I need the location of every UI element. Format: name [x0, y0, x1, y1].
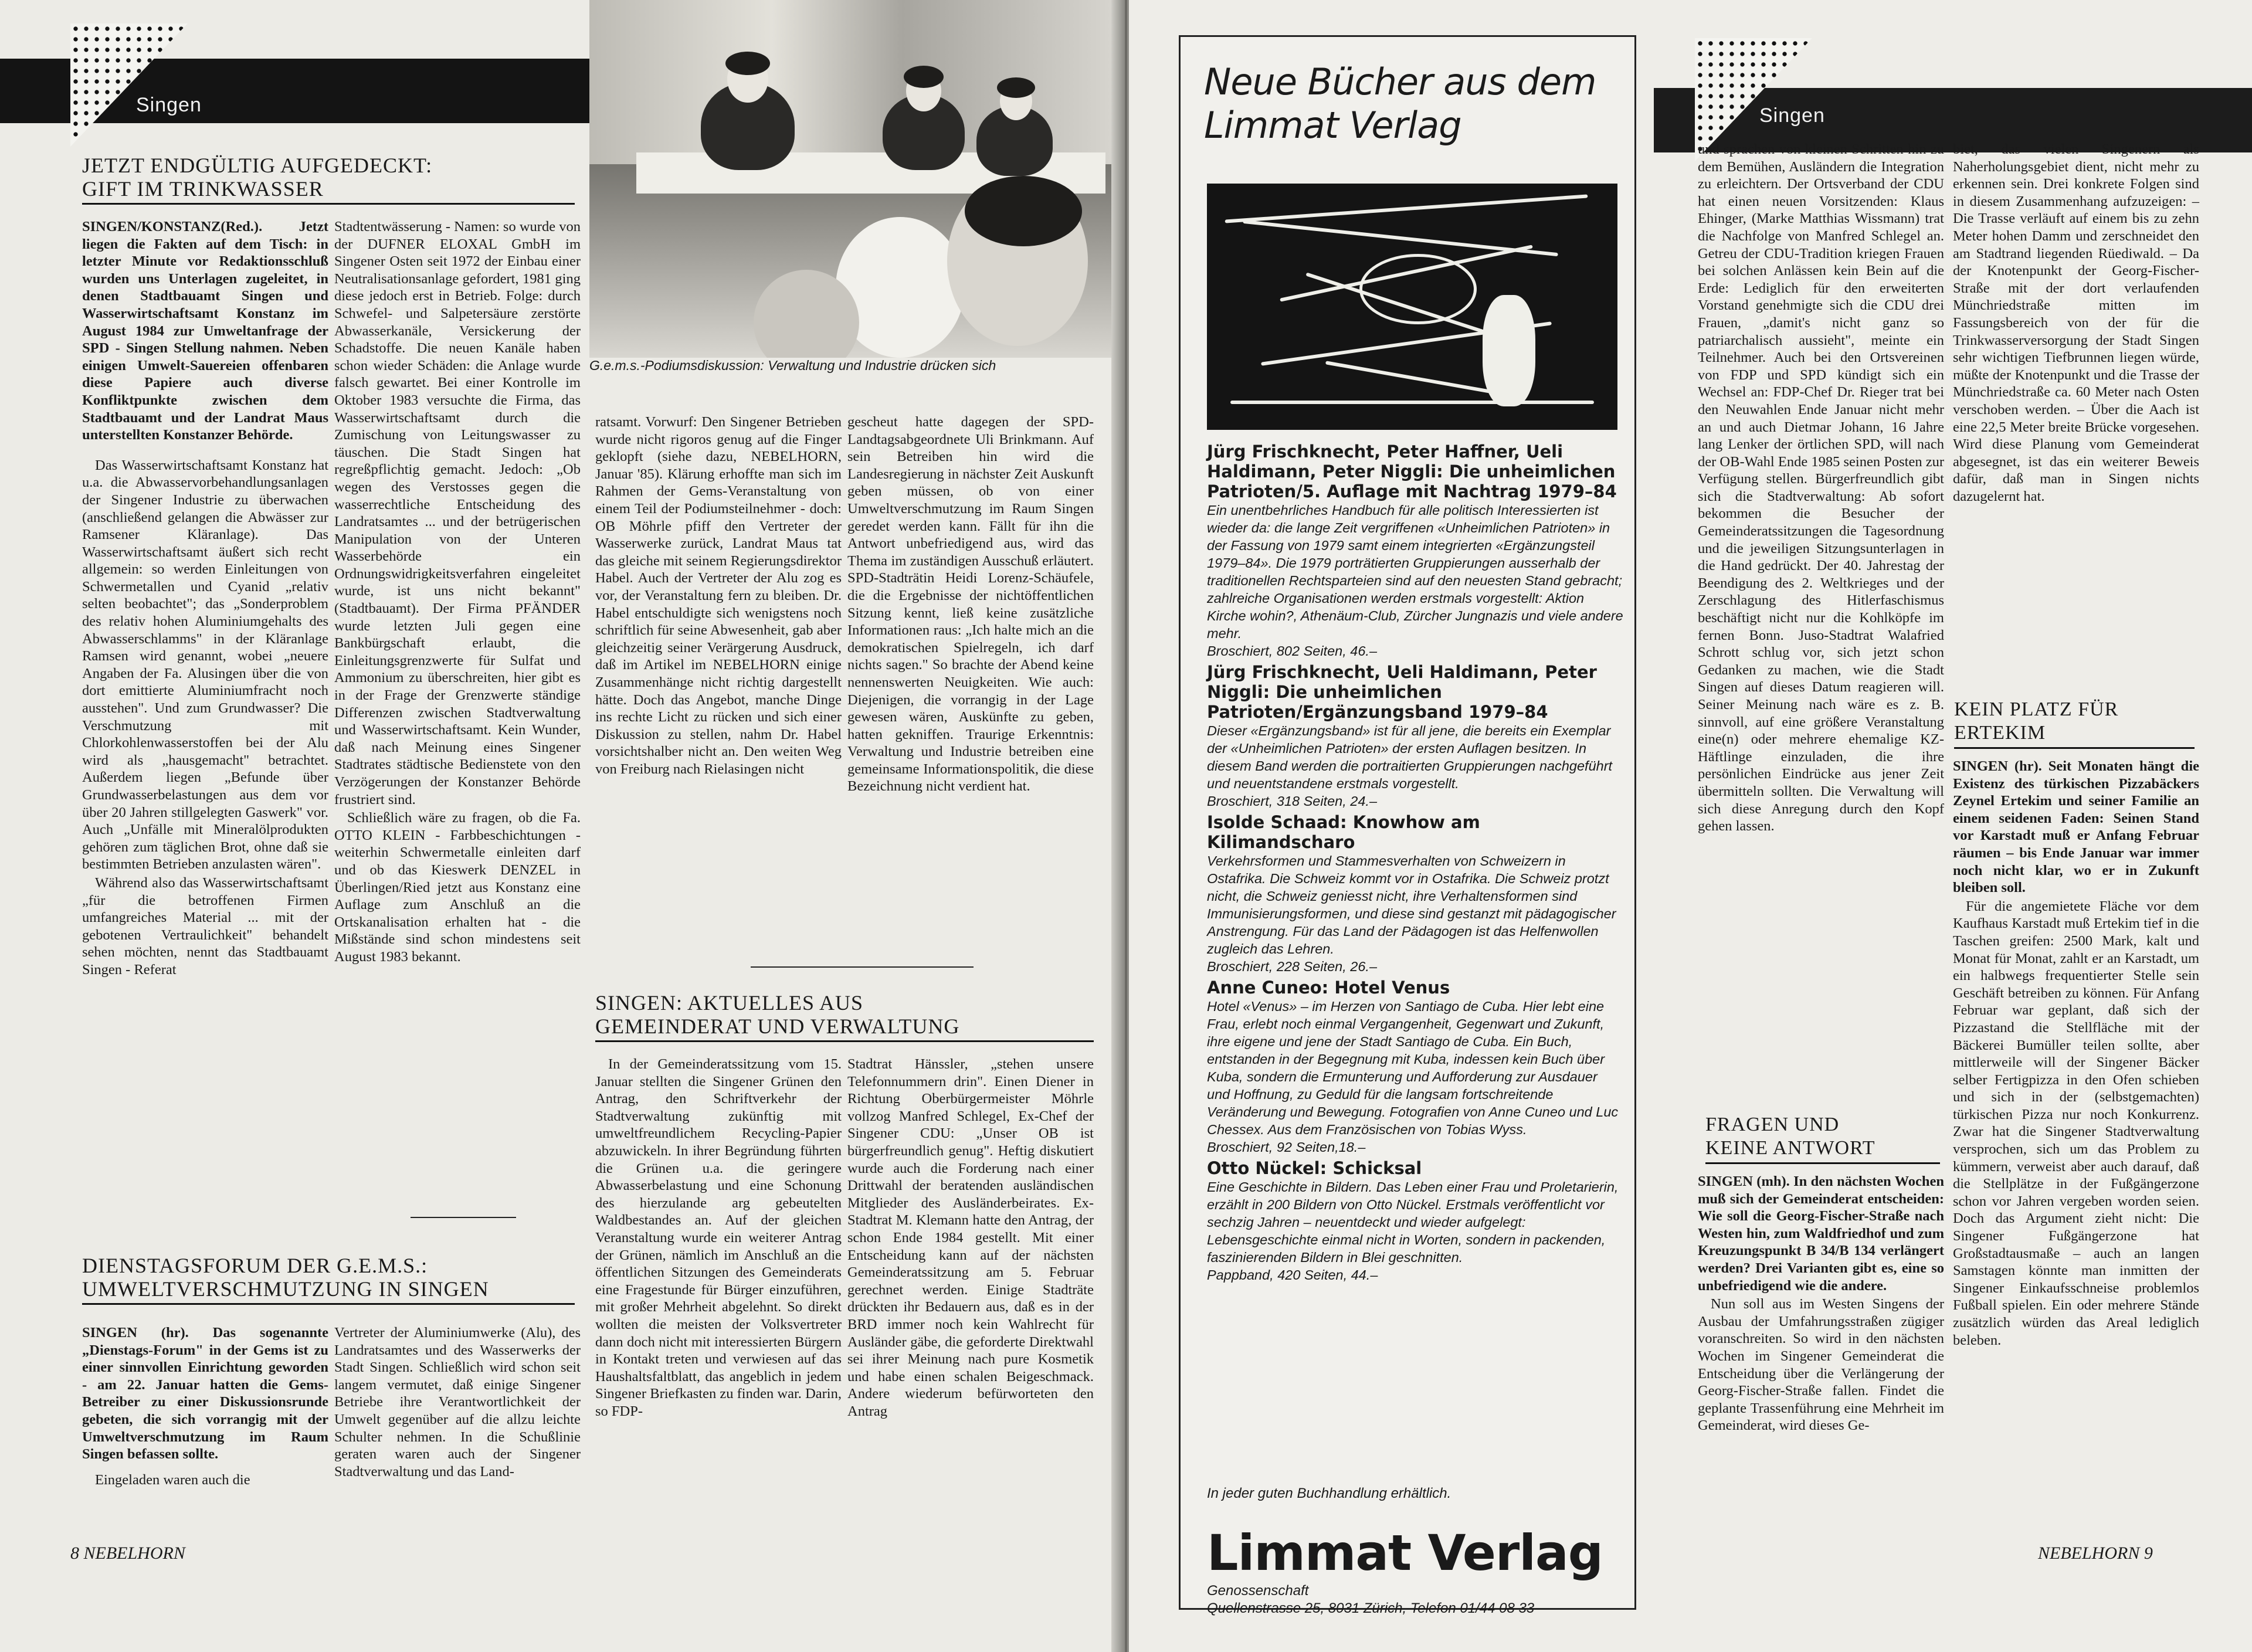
article-paragraph: Stadtentwässerung - Namen: so wurde von der DUFNER ELOXAL GmbH im Singener Osten seit 1972 der Einbau einer Neutralisationsanlage gefordert, 1981 ging diese jedoch erst in Betrieb. Folge: durch Schwefel- und Salpetersäure zerstörte Abwasserkanäle, Versickerung der Schadstoffe. Die neuen Kanäle haben schon wieder Schäden: die Anlage wurde falsch gewartet. Bei einer Kontrolle im Oktober 1983 versuchte die Firma, das Wasserwirtschaftsamt durch die Zumischung von Leitungswasser zu täuschen. Die Stadt Singen hat regreßpflichtig gemacht. Jedoch: „Ob wegen des Verstosses gegen die wasserrechtliche Entscheidung des Landratsamtes ... und der betrügerischen Manipulation von der Unteren Wasserbehörde ein Ordnungswidrigkeitsverfahren eingeleitet wurde, ist uns nicht bekannt" (Stadtbauamt). Der Firma PFÄNDER wurde letzten Juli gegen eine Bankbürgschaft erlaubt, die Einleitungsgrenzwerte für Sulfat und Ammonium zu überschreiten, hier gibt es in der Frage der Grenzwerte ständige Differenzen zwischen Stadtverwaltung und Wasserwirtschaftsamt. Kein Wunder, daß nach Meinung eines Singener Stadtrates städtische Bedienstete von den Verzögerungen der Konstanzer Behörde frustriert sind.	[334, 219, 581, 808]
publisher-address	[1207, 1582, 1534, 1617]
article-paragraph: Nun soll aus im Westen Singens der Ausbau der Umfahrungsstraßen zügiger voranschreiten. So wird in den nächsten Wochen im Singener Gemeinderat die Entscheidung über die Verlängerung der Georg-Fischer-Straße fallen. Findet die geplante Trassenführung eine Mehrheit im Gemeinderat, wird dieses Ge-	[1698, 1296, 1944, 1434]
book-entry	[1207, 1158, 1623, 1284]
article-column	[1698, 1173, 1944, 1436]
page-folio: NEBELHORN 9	[2038, 1544, 2153, 1563]
headline-line: GIFT IM TRINKWASSER	[82, 177, 324, 201]
book-description: Dieser «Ergänzungsband» ist für all jene, die bereits ein Exemplar der «Unheimlichen Patrioten» der ersten Auflagen besitzen. In diesem Band werden die portraitierten Gruppierungen nachgeführt und neuentstandene erstmals vorgestellt.	[1207, 723, 1613, 791]
article-lead: SINGEN (hr). Das sogenannte „Dienstags-Forum" in der Gems ist zu einer sinnvollen Einrichtung geworden - am 22. Januar hatten die Gems-Betreiber zu einer Diskussionsrunde gebeten, die sich vorrangig mit der Umweltverschmutzung im Raum Singen befassen sollte.	[82, 1325, 328, 1463]
book-price: Pappband, 420 Seiten, 44.–	[1207, 1267, 1378, 1283]
photo-caption: G.e.m.s.-Podiumsdiskussion: Verwaltung und Industrie drücken sich	[589, 358, 996, 373]
book-price: Broschiert, 318 Seiten, 24.–	[1207, 793, 1378, 809]
article-column	[334, 218, 581, 967]
divider	[751, 966, 974, 968]
headline-line: SINGEN: AKTUELLES AUS	[595, 991, 864, 1015]
article-paragraph: Vertreter der Aluminiumwerke (Alu), des Landratsamtes und des Wasserwerks der Stadt Singen. Schließlich wird schon seit langem vermutet, daß einige Singener Betriebe ihre Verantwortlichkeit der Umwelt gegenüber auf die allzu leichte Schulter nehmen. In die Schußlinie geraten waren auch der Singener Stadtverwaltung und das Land-	[334, 1325, 581, 1480]
article-lead: SINGEN/KONSTANZ(Red.). Jetzt liegen die Fakten auf dem Tisch: in letzter Minute vor Redaktionsschluß wurden uns Unterlagen zugeleitet, in denen Stadtbauamt Singen und Wasserwirtschaftsamt Konstanz im August 1984 zur Umweltanfrage der SPD - Singen Stellung nahmen. Neben einigen Umwelt-Sauereien offenbaren diese Papiere auch diverse Konfliktpunkte zwischen dem Stadtbauamt und der Landrat Maus unterstellten Konstanzer Behörde.	[82, 219, 328, 443]
article-paragraph: gescheut hatte dagegen der SPD-Landtagsabgeordnete Uli Brinkmann. Auf sein Betreiben hin wird die Landesregierung in nächster Zeit Auskunft geben müssen, ob von einer Umweltverschmutzung im Raum Singen geredet werden kann. Fällt für ihn die Antwort unbefriedigend aus, wird das Thema im zuständigen Ausschuß erläutert. SPD-Stadträtin Heidi Lorenz-Schäufele, die die Ergebnisse der nichtöffentlichen Sitzung kennt, ließ keine zusätzliche Informationen raus: „Ich halte mich an die demokratischen Spielregeln, ich darf nichts sagen." So brachte der Abend keine nennenswerten Neuigkeiten. Wie auch: Diejenigen, die vorrangig in der Lage gewesen wären, Auskünfte zu geben, hatten gekniffen. Traurige Erkenntnis: Verwaltung und Industrie betreiben eine gemeinsame Informationspolitik, die diese Bezeichnung nicht verdient hat.	[847, 414, 1094, 795]
book-description: Hotel «Venus» – im Herzen von Santiago de Cuba. Hier lebt eine Frau, erlebt noch einmal Vergangenheit, Gegenwart und Zukunft, ihre eigene und jene der Stadt Santiago de Cuba. Ein Buch, entstanden in der Begegnung mit Kuba, indessen kein Buch über Kuba, sondern die Ermunterung und Aufforderung zur Ausdauer und Hoffnung, zu Geduld für die langsam fortschreitende Veränderung und Bewegung. Fotografien von Anne Cuneo und Luc Chessex. Aus dem Französischen von Tobias Wyss.	[1207, 999, 1619, 1137]
book-price: Broschiert, 228 Seiten, 26.–	[1207, 959, 1378, 974]
article-headline	[1954, 698, 2195, 749]
podium-photo	[589, 0, 1111, 358]
ad-title-line: Neue Bücher aus dem	[1204, 60, 1596, 103]
book-title: Anne Cuneo: Hotel Venus	[1207, 978, 1450, 998]
article-paragraph: In der Gemeinderatssitzung vom 15. Januar stellten die Singener Grünen den Antrag, den Schriftverkehr der Stadtverwaltung zukünftig mit umweltfreundlichem Recycling-Papier abzuwickeln. In ihrer Begründung führten die Grünen u.a. die geringere Abwasserbelastung und eine Schonung des hierzulande arg gebeutelten Waldbestandes an. Auf der gleichen Veranstaltung wurde ein weiterer Antrag der Grünen, nämlich im Anschluß an die öffentlichen Sitzungen des Gemeinderats eine Fragestunde für Bürger einzuführen, mit großer Mehrheit abgelehnt. So direkt wollten die meisten der Volksvertreter dann doch nicht mit interessierten Bürgern in Kontakt treten und verwiesen auf das Haushaltsfaltblatt, das angeblich in jedem Singener Briefkasten zu finden war. Darin, so FDP-	[595, 1056, 842, 1419]
headline-line: KEIN PLATZ FÜR	[1954, 698, 2119, 720]
book-entry	[1207, 978, 1623, 1156]
book-entry	[1207, 812, 1623, 975]
headline-line: ERTEKIM	[1954, 722, 2046, 744]
article-paragraph: Schließlich wäre zu fragen, ob die Fa. OTTO KLEIN - Farbbeschichtungen - weiterhin Schwermetalle einleiten darf und ob das Kieswerk DENZEL in Überlingen/Ried jetzt aus Konstanz eine Auflage zum Anschluß an die Ortskanalisation erhalten hat - die Mißstände sind schon mindestens seit August 1983 bekannt.	[334, 810, 581, 965]
article-column	[1698, 141, 1944, 836]
section-label: Singen	[136, 94, 202, 116]
article-paragraph: ratsamt. Vorwurf: Den Singener Betrieben wurde nicht rigoros genug auf die Finger geklopft (siehe dazu, NEBELHORN, Januar '85). Klärung erhoffte man sich im Rahmen der Gems-Veranstaltung von einem Teil der Podiumsteilnehmer - doch: OB Möhrle pfiff den Vertreter der Wasserwerke zurück, Landrat Maus tat das gleiche mit seinem Regierungsdirektor Habel. Auch der Vertreter der Alu zog es vor, der Veranstaltung fern zu bleiben. Dr. Habel entschuldigte sich wenigstens noch schriftlich für seine Abwesenheit, gab aber gleichzeitig seiner Verärgerung Ausdruck, daß im Artikel im NEBELHORN einige Zusammenhänge nicht richtig dargestellt hätte. Doch das Angebot, manche Dinge ins rechte Licht zu rücken und sich einer Diskussion zu stellen, nahm Dr. Habel vorsichtshalber nicht an. Den weiten Weg von Freiburg nach Rielasingen nicht	[595, 414, 842, 777]
section-label: Singen	[1759, 104, 1825, 127]
limmat-verlag-ad	[1179, 35, 1636, 1616]
article-lead: SINGEN (mh). In den nächsten Wochen muß sich der Gemeinderat entscheiden: Wie soll die Georg-Fischer-Straße nach Westen hin, zum Waldfriedhof und zum Kreuzungspunkt B 34/B 134 verlängert werden? Drei Varianten gibt es, eine so unbefriedigend wie die andere.	[1698, 1173, 1944, 1294]
article-headline	[82, 1254, 575, 1305]
article-lead: SINGEN (hr). Seit Monaten hängt die Existenz des türkischen Pizzabäckers Zeynel Ertekim und seiner Familie an einem seidenen Faden: Seinen Stand vor Karstadt muß er Anfang Februar räumen – bis Ende Januar war immer noch nicht klar, wo er in Zukunft bleiben soll.	[1953, 758, 2199, 896]
article-column	[847, 1056, 1094, 1421]
book-price: Broschiert, 802 Seiten, 46.–	[1207, 643, 1378, 659]
article-column	[82, 218, 328, 980]
left-page	[0, 0, 1123, 1652]
article-paragraph: Für die angemietete Fläche vor dem Kaufhaus Karstadt muß Ertekim tief in die Taschen greifen: 2500 Mark, kalt und Monat für Monat, zahlt er an Karstadt, um ein halbwegs frequentierter Stelle sein Geschäft betreiben zu können. Für Anfang Februar war geplant, daß sich der Pizzastand die Stellfläche mit der Bäckerei Bumüller teilen sollte, aber mittlerweile will der Singener Bäcker selber Fertigpizza in den Ofen schieben und sich in der (selbstgemachten) türkischen Pizza nur noch Konkurrenz. Zwar hat die Singener Stadtverwaltung versprochen, sich um das Problem zu kümmern, verweist aber auch darauf, daß die Stellplätze in der Fußgängerzone schon vor Jahren vergeben worden seien. Doch das Argument zieht nicht: Die Singener Fußgängerzone hat Großstadtausmaße – auch an langen Samstagen könnte man inmitten der Singener Einkaufsschneise problemlos Fußball spielen. Ein oder mehrere Stände zusätzlich würden das Areal lediglich beleben.	[1953, 898, 2199, 1348]
headline-line: GEMEINDERAT UND VERWALTUNG	[595, 1015, 960, 1038]
divider	[411, 1217, 516, 1218]
address-line: Genossenschaft	[1207, 1583, 1309, 1599]
article-paragraph: Das Wasserwirtschaftsamt Konstanz hat u.a. die Abwasservorbehandlungsanlagen der Singener Industrie zu überwachen (anschließend gelangen die Abwässer zur Ramsener Kläranlage). Das Wasserwirtschaftsamt äußert sich recht allgemein: so werden Einleitungen von Schwermetallen und Cyanid „relativ selten beobachtet"; das „Sonderproblem des relativ hohen Aluminiumgehalts des Abwasserschlamms" in der Kläranlage Ramsen wird genannt, wobei „neuere Angaben der Fa. Alusingen über die von dort emittierte Aluminiumfracht noch ausstehen". Und zum Grundwasser? Die Verschmutzung mit Chlorkohlenwasserstoffen bei der Alu wird als „hausgemacht" betrachtet. Außerdem liegen „Befunde über Grundwasserbelastungen aus dem vor über 20 Jahren stillgelegten Gaswerk" vor. Auch „Unfälle mit Mineralölprodukten gehören zum täglichen Brot, ohne daß sie bestimmten Betrieben anzulasten wären".	[82, 457, 328, 873]
headline-line: JETZT ENDGÜLTIG AUFGEDECKT:	[82, 154, 433, 177]
article-column	[847, 413, 1094, 796]
article-paragraph: Stadtrat Hänssler, „stehen unsere Telefonnummern drin". Einen Diener in Richtung Oberbürgermeister Möhrle vollzog Manfred Schlegel, Ex-Chef der Singener CDU: „Unser OB ist bürgerfreundlich genug". Heftig diskutiert wurde auch die Forderung nach einer Drittwahl der beratenden ausländischen Mitglieder des Ausländerbeirates. Ex-Stadtrat M. Klemann hatte den Antrag, der schon Ende 1984 gestellt. Mit einer Entscheidung kann auf der nächsten Gemeinderatssitzung am 5. Februar gerechnet werden. Einige Stadträte drückten ihr Bedauern aus, daß es in der BRD immer noch kein Wahlrecht für Ausländer gäbe, die geforderte Direktwahl sei ihrer Meinung nach pure Kosmetik und habe einen schalen Beigeschmack. Andere wiederum befürworteten den Antrag	[847, 1056, 1094, 1419]
headline-line: KEINE ANTWORT	[1705, 1137, 1875, 1159]
book-title: Otto Nückel: Schicksal	[1207, 1158, 1422, 1178]
book-price: Broschiert, 92 Seiten,18.–	[1207, 1139, 1366, 1155]
article-column	[1953, 758, 2199, 1350]
article-column	[82, 1324, 328, 1490]
book-title: Jürg Frischknecht, Ueli Haldimann, Peter Niggli: Die unheimlichen Patrioten/Ergänzungsband 1979–84	[1207, 662, 1597, 722]
book-description: Eine Geschichte in Bildern. Das Leben einer Frau und Proletarierin, erzählt in 200 Bildern von Otto Nückel. Erstmals veröffentlicht vor sechzig Jahren – neuentdeckt und wieder aufgelegt: Lebensgeschichte einmal nicht in Worten, sondern in packenden, faszinierenden Bildern in Blei geschnitten.	[1207, 1179, 1619, 1265]
article-column	[1953, 141, 2199, 506]
woodcut-illustration	[1207, 184, 1617, 430]
book-title: Isolde Schaad: Knowhow am Kilimandscharo	[1207, 812, 1480, 852]
article-column	[595, 1056, 842, 1421]
book-entry	[1207, 662, 1623, 810]
article-column	[595, 413, 842, 779]
headline-line: UMWELTVERSCHMUTZUNG IN SINGEN	[82, 1277, 489, 1301]
headline-line: FRAGEN UND	[1705, 1114, 1840, 1135]
ad-title	[1204, 60, 1626, 147]
article-paragraph: biet, das vielen Singenern als Naherholungsgebiet dient, nicht mehr zu erkennen sein. Drei konkrete Folgen sind in diesem Zusammenhang aufzuzeigen: – Die Trasse verläuft auf einem bis zu zehn Meter hohen Damm und zerschneidet den am Stadtrand liegenden Rüediwald. – Da der Knotenpunkt der Georg-Fischer-Straße mit der dort verlaufenden Münchriedstraße mitten im Fassungsbereich von der für die Trinkwasserversorgung der Stadt Singen sehr wichtigen Tiefbrunnen liegen würde, müßte der Knotenpunkt und die Trasse der Münchriedstraße ca. 60 Meter nach Osten verschoben werden. – Über die Aach ist eine 22,5 Meter breite Brücke vorgesehen. Wird diese Planung vom Gemeinderat abgesegnet, ist das ein weiterer Beweis dafür, daß man in Singen nichts dazugelernt hat.	[1953, 141, 2199, 504]
address-line: Quellenstrasse 25, 8031 Zürich, Telefon 01/44 08 33	[1207, 1600, 1535, 1616]
page-folio: 8 NEBELHORN	[70, 1544, 185, 1563]
article-headline	[595, 991, 1094, 1042]
ad-availability: In jeder guten Buchhandlung erhältlich.	[1207, 1485, 1451, 1501]
article-headline	[82, 154, 575, 205]
ad-title-line: Limmat Verlag	[1204, 104, 1461, 147]
book-title: Jürg Frischknecht, Peter Haffner, Ueli Haldimann, Peter Niggli: Die unheimlichen Patrioten/5. Auflage mit Nachtrag 1979–84	[1207, 442, 1617, 501]
article-paragraph: Eingeladen waren auch die	[95, 1471, 250, 1488]
book-description: Verkehrsformen und Stammesverhalten von Schweizern in Ostafrika. Die Schweiz kommt vor in Ostafrika. Die Schweiz protzt nicht, die Schweiz geniesst nicht, ihre Verhaltensformen sind Immunisierungsformen, und diese sind gestanzt mit pädagogischer Anstrengung. Für das Land der Pädagogen ist das Helfenwollen zugleich das Lehren.	[1207, 853, 1616, 956]
headline-line: DIENSTAGSFORUM DER G.E.M.S.:	[82, 1254, 428, 1277]
article-headline	[1705, 1113, 1940, 1164]
article-paragraph: Während also das Wasserwirtschaftsamt „für die betroffenen Firmen umfangreiches Material ... mit der gebotenen Vertraulichkeit" behandelt sehen möchten, nennt das Stadtbauamt Singen - Referat	[82, 874, 328, 978]
article-paragraph: und sprachen von kleinen Schritten hin zu dem Bemühen, Ausländern die Integration zu erleichtern. Der Ortsverband der CDU hat einen neuen Vorsitzenden: Klaus Ehinger, (Marke Matthias Wissmann) trat die Nachfolge von Manfred Schlegel an. Getreu der CDU-Tradition kriegen Frauen bei solchen Anlässen kein Bein auf die Erde: Lediglich für den erweiterten Vorstand genehmigte sich die CDU drei Frauen, „damit's nicht ganz so patriarchalisch aussieht", meinte ein Teilnehmer. Auch bei den Ortsvereinen von FDP und SPD kündigt sich ein Wechsel an: FDP-Chef Dr. Rieger trat bei den Neuwahlen Ende Januar nicht mehr an und auch Dietmar Johann, 16 Jahre lang Lenker der örtlichen SPD, will nach der OB-Wahl Ende 1985 seinen Posten zur Verfügung stellen. Bürgerfreundlich gibt sich die Stadtverwaltung: Ab sofort bekommen die Besucher der Gemeinderatssitzungen die Tagesordnung und die jeweiligen Sitzungsunterlagen in die Hand gedrückt. Der 40. Jahrestag der Beendigung des 2. Weltkrieges und der Zerschlagung des Hitlerfaschismus beschäftigt nicht nur die Kohlköpfe im fernen Bonn. Juso-Stadtrat Walafried Schrott schlug vor, sich jetzt schon Gedanken zu machen, wie die Stadt Singen auf dieses Datum reagieren will. Seiner Meinung nach wäre es z. B. sinnvoll, auf eine größere Veranstaltung eine(n) oder mehrere ehemalige KZ-Häftlinge einzuladen, die ihre persönlichen Eindrücke aus jener Zeit übermitteln sollten. Die Verwaltung will sich diese Anregung durch den Kopf gehen lassen.	[1698, 141, 1944, 835]
publisher-logo: Limmat Verlag	[1207, 1524, 1603, 1582]
book-entry	[1207, 442, 1623, 660]
ad-book-list	[1207, 442, 1623, 1286]
article-column	[334, 1324, 581, 1481]
book-description: Ein unentbehrliches Handbuch für alle politisch Interessierten ist wieder da: die lange Zeit vergriffenen «Unheimlichen Patrioten» in der Fassung von 1979 samt einem integrierten «Ergänzungsteil 1979–84». Die 1979 porträtierten Gruppierungen ausserhalb der traditionellen Rechtsparteien sind auf den neuesten Stand gebracht; zahlreiche Organisationen werden erstmals vorgestellt: Aktion Kirche wohin?, Athenäum-Club, Zürcher Jungnazis und viele andere mehr.	[1207, 503, 1623, 641]
